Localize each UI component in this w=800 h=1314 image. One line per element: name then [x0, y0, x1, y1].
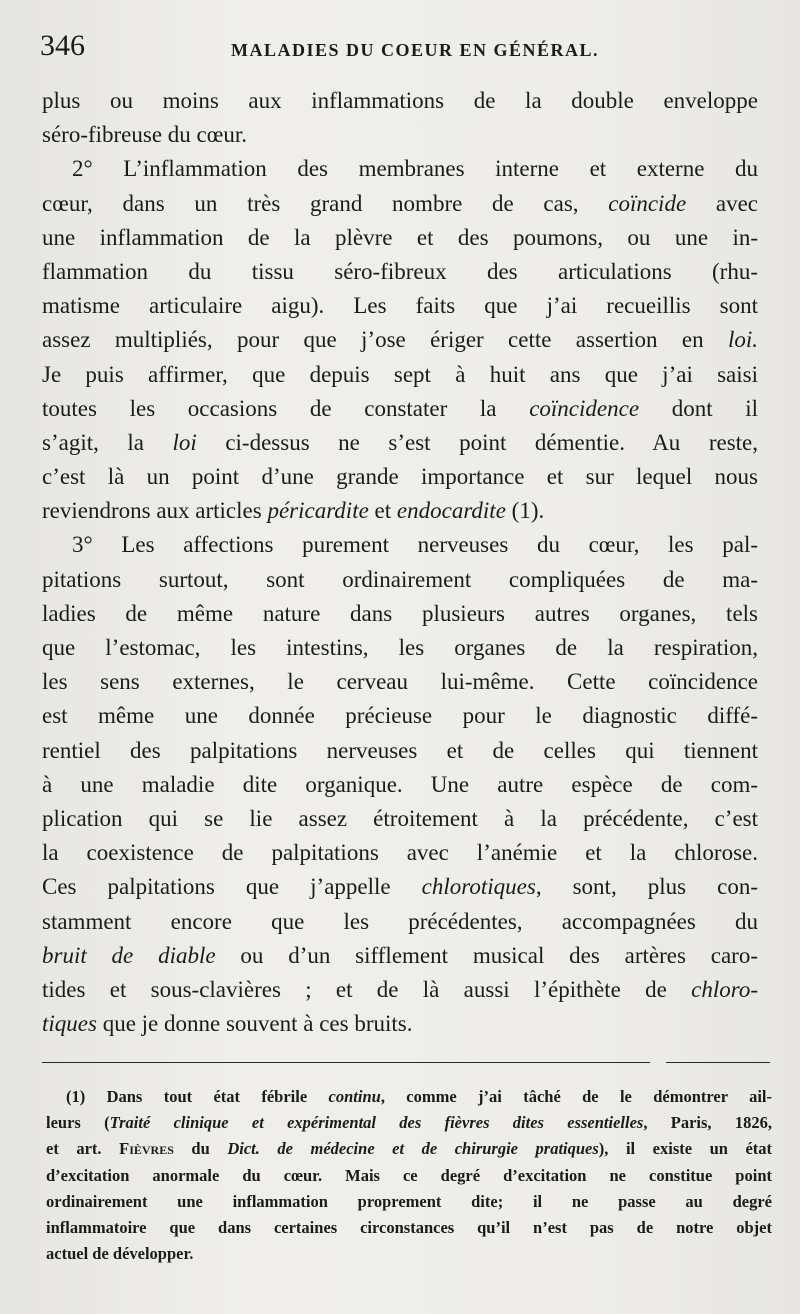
text-line: Ces palpitations que j’appelle chlorotiques, sont, plus con-	[42, 874, 758, 900]
text-line: tides et sous-clavières ; et de là aussi l’épithète de chloro-	[42, 976, 758, 1002]
text-line: séro-fibreuse du cœur.	[42, 122, 248, 148]
text-line: 2° L’inflammation des membranes interne et externe du	[72, 156, 758, 182]
text-line: tiques que je donne souvent à ces bruits.	[42, 1011, 413, 1037]
text-line: s’agit, la loi ci-dessus ne s’est point démentie. Au reste,	[42, 429, 759, 455]
page-header	[40, 28, 760, 68]
text-line: Je puis affirmer, que depuis sept à huit ans que j’ai saisi	[42, 361, 758, 387]
text-line: assez multipliés, pour que j’ose ériger cette assertion en loi.	[42, 327, 759, 353]
text-line: bruit de diable ou d’un sifflement musical des artères caro-	[42, 942, 758, 968]
footnote-line: leurs (Traité clinique et expérimental des fièvres dites essentielles, Paris, 1826,	[46, 1113, 772, 1133]
text-line: que l’estomac, les intestins, les organes de la respiration,	[42, 635, 758, 660]
text-line: plication qui se lie assez étroitement à la précédente, c’est	[42, 805, 758, 831]
footnote-line: (1) Dans tout état fébrile continu, comme j’ai tâché de le démontrer ail-	[66, 1087, 773, 1106]
text-line: une inflammation de la plèvre et des poumons, ou une in-	[42, 224, 758, 250]
text-line: la coexistence de palpitations avec l’anémie et la chlorose.	[42, 840, 758, 866]
text-line: ladies de même nature dans plusieurs autres organes, tels	[42, 600, 758, 626]
text-line: flammation du tissu séro-fibreux des articulations (rhu-	[42, 258, 758, 284]
text-line: c’est là un point d’une grande importance et sur lequel nous	[42, 464, 758, 490]
text-line: les sens externes, le cerveau lui-même. Cette coïncidence	[42, 669, 758, 695]
text-line: pitations surtout, sont ordinairement compliquées de ma-	[42, 566, 758, 592]
body-text	[42, 84, 758, 1041]
footnote-line: inflammatoire que dans certaines circonstances qu’il n’est pas de notre objet	[46, 1217, 772, 1237]
footnote-line: actuel de développer.	[46, 1244, 194, 1264]
text-line: stamment encore que les précédentes, accompagnées du	[42, 908, 758, 934]
footnote-line: et art. Fièvres du Dict. de médecine et de chirurgie pratiques), il existe un état	[46, 1139, 773, 1159]
text-line: rentiel des palpitations nerveuses et de celles qui tiennent	[42, 737, 758, 763]
text-line: 3° Les affections purement nerveuses du cœur, les pal-	[72, 532, 758, 558]
text-line: reviendrons aux articles péricardite et endocardite (1).	[42, 498, 545, 524]
footnote	[46, 1084, 772, 1267]
footnote-line: d’excitation anormale du cœur. Mais ce degré d’excitation ne constitue point	[46, 1165, 772, 1185]
text-line: matisme articulaire aigu). Les faits que j’ai recueillis sont	[42, 293, 758, 319]
footnote-rule	[42, 1062, 650, 1063]
text-line: toutes les occasions de constater la coïncidence dont il	[42, 395, 759, 421]
running-head: MALADIES DU COEUR EN GÉNÉRAL.	[230, 40, 600, 60]
text-line: plus ou moins aux inflammations de la double enveloppe	[42, 88, 758, 113]
text-line: est même une donnée précieuse pour le diagnostic diffé-	[42, 703, 758, 729]
text-line: à une maladie dite organique. Une autre espèce de com-	[42, 771, 758, 797]
page-number: 346	[40, 29, 85, 62]
footnote-line: ordinairement une inflammation proprement dite; il ne passe au degré	[46, 1191, 772, 1211]
text-line: cœur, dans un très grand nombre de cas, coïncide avec	[42, 190, 758, 216]
footnote-rule-right	[666, 1062, 770, 1063]
